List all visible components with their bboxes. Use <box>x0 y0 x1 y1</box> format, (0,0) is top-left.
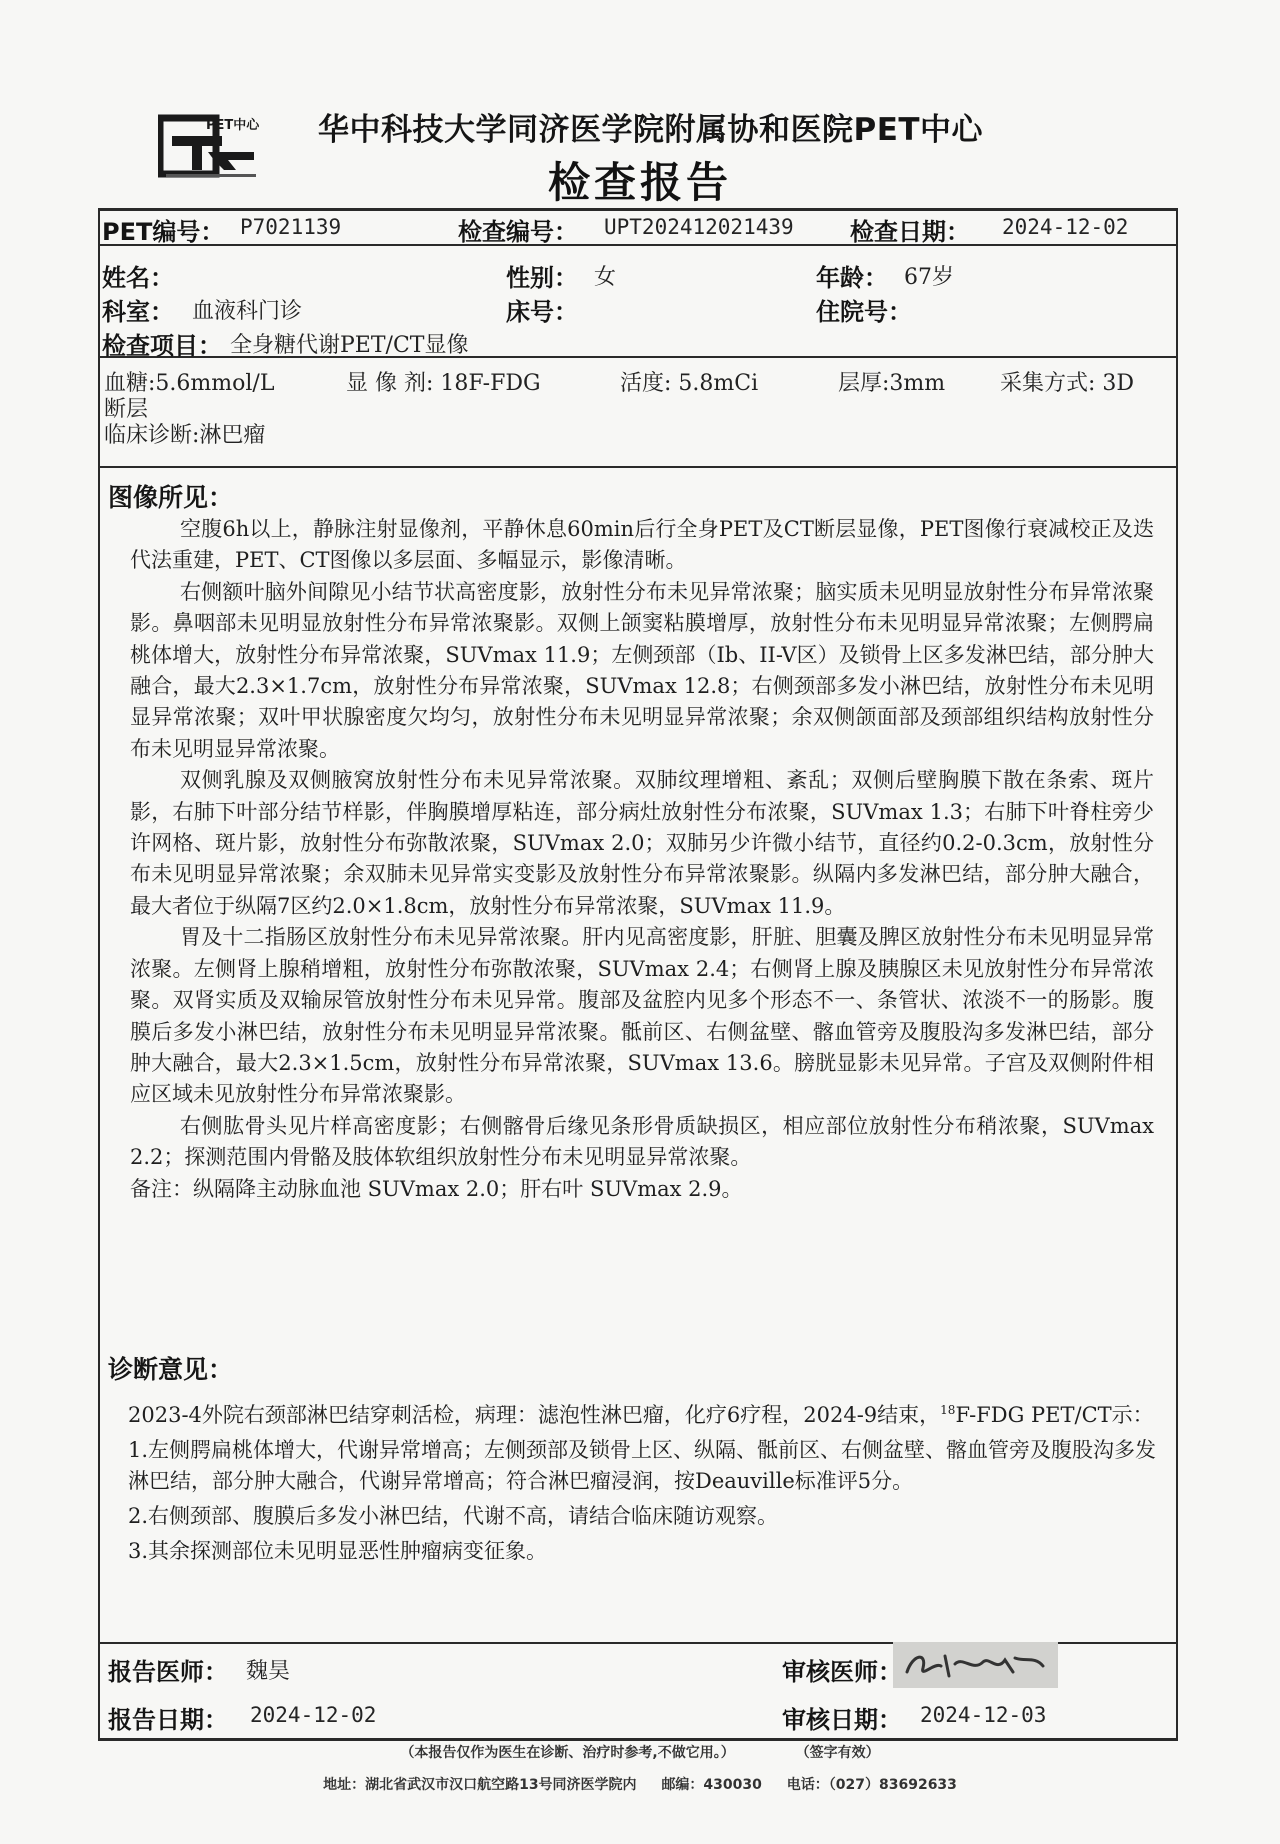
acquisition-value-cont: 断层 <box>104 397 149 422</box>
reporter-label: 报告医师： <box>108 1658 228 1686</box>
clinical-diagnosis: 临床诊断:淋巴瘤 <box>104 423 266 448</box>
diagnosis-intro-text-2: F-FDG PET/CT示： <box>955 1403 1154 1427</box>
dept-label: 科室： <box>102 298 174 326</box>
ids-divider <box>98 244 1178 246</box>
footer-disclaimer-row <box>0 1742 1280 1762</box>
findings-paragraph: 右侧额叶脑外间隙见小结节状高密度影，放射性分布未见异常浓聚；脑实质未见明显放射性分布异常浓聚影。鼻咽部未见明显放射性分布异常浓聚影。双侧上颌窦粘膜增厚，放射性分布未见明显异常浓聚；左侧腭扁桃体增大，放射性分布异常浓聚，SUVmax 11.9；左侧颈部（Ib、II-V区）及锁骨上区多发淋巴结，部分肿大融合，最大2.3×1.7cm，放射性分布异常浓聚，SUVmax 12.8；右侧颈部多发小淋巴结，放射性分布未见明显异常浓聚；双叶甲状腺密度欠均匀，放射性分布未见明显异常浓聚；余双侧颌面部及颈部组织结构放射性分布未见明显异常浓聚。 <box>130 579 1154 761</box>
findings-title: 图像所见： <box>108 483 234 512</box>
frame-bottom-rule <box>98 1738 1178 1741</box>
findings-paragraph: 空腹6h以上，静脉注射显像剂，平静休息60min后行全身PET及CT断层显像，PET图像行衰减校正及迭代法重建，PET、CT图像以多层面、多幅显示，影像清晰。 <box>130 517 1155 573</box>
inpatient-label: 住院号： <box>816 298 912 326</box>
review-date-label: 审核日期： <box>782 1706 902 1734</box>
findings-note: 备注：纵隔降主动脉血池 SUVmax 2.0；肝右叶 SUVmax 2.9。 <box>130 1176 743 1201</box>
diagnosis-body <box>128 1395 1168 1571</box>
diagnosis-item: 1.左侧腭扁桃体增大，代谢异常增高；左侧颈部及锁骨上区、纵隔、骶前区、右侧盆壁、髂血管旁及腹股沟多发淋巴结，部分肿大融合，代谢异常增高；符合淋巴瘤浸润，按Deauville标准评5分。 <box>128 1438 1157 1493</box>
bed-label: 床号： <box>506 298 578 326</box>
diagnosis-intro <box>128 1395 1168 1431</box>
exam-item-value: 全身糖代谢PET/CT显像 <box>230 333 469 358</box>
exam-date-value: 2024-12-02 <box>1002 215 1129 239</box>
footer-contact-row <box>0 1774 1280 1794</box>
hospital-name: 华中科技大学同济医学院附属协和医院PET中心 <box>318 112 984 148</box>
params-divider <box>98 466 1178 468</box>
isotope-superscript: 18 <box>940 1403 956 1417</box>
reporter-value: 魏昊 <box>246 1659 291 1684</box>
sex-value: 女 <box>594 265 617 290</box>
exam-no-value: UPT202412021439 <box>604 215 794 239</box>
diagnosis-item: 3.其余探测部位未见明显恶性肿瘤病变征象。 <box>128 1539 548 1563</box>
diagnosis-title: 诊断意见： <box>108 1355 234 1384</box>
frame-top-rule <box>98 208 1178 211</box>
pet-no-value: P7021139 <box>240 215 342 239</box>
reviewer-signature <box>893 1642 1058 1688</box>
exam-date-label: 检查日期： <box>850 218 970 246</box>
findings-body <box>130 514 1154 1205</box>
age-value: 67岁 <box>904 265 954 290</box>
svg-text:PET中心: PET中心 <box>206 118 260 133</box>
reviewer-label: 审核医师： <box>782 1658 902 1686</box>
exam-item-label: 检查项目： <box>102 332 222 360</box>
name-label: 姓名： <box>102 264 174 292</box>
footer-phone: 电话：（027）83692633 <box>786 1777 957 1793</box>
pet-no-label: PET编号： <box>102 218 225 246</box>
activity-value: 活度: 5.8mCi <box>620 371 759 396</box>
findings-paragraph: 胃及十二指肠区放射性分布未见异常浓聚。肝内见高密度影，肝脏、胆囊及脾区放射性分布未见明显异常浓聚。左侧肾上腺稍增粗，放射性分布弥散浓聚，SUVmax 2.4；右侧肾上腺及胰腺区未见放射性分布异常浓聚。双肾实质及双输尿管放射性分布未见异常。腹部及盆腔内见多个形态不一、条管状、浓淡不一的肠影。腹膜后多发小淋巴结，放射性分布未见明显异常浓聚。骶前区、右侧盆壁、髂血管旁及腹股沟多发淋巴结，部分肿大融合，最大2.3×1.5cm，放射性分布异常浓聚，SUVmax 13.6。膀胱显影未见异常。子宫及双侧附件相应区域未见放射性分布异常浓聚影。 <box>130 925 1154 1107</box>
review-date-value: 2024-12-03 <box>920 1703 1047 1727</box>
report-title: 检查报告 <box>547 158 732 207</box>
findings-paragraph: 双侧乳腺及双侧腋窝放射性分布未见异常浓聚。双肺纹理增粗、紊乱；双侧后壁胸膜下散在条索、斑片影，右肺下叶部分结节样影，伴胸膜增厚粘连，部分病灶放射性分布浓聚，SUVmax 1.3；右肺下叶脊柱旁少许网格、斑片影，放射性分布弥散浓聚，SUVmax 2.0；双肺另少许微小结节，直径约0.2-0.3cm，放射性分布未见明显异常浓聚；余双肺未见异常实变影及放射性分布异常浓聚影。纵隔内多发淋巴结，部分肿大融合，最大者位于纵隔7区约2.0×1.8cm，放射性分布异常浓聚，SUVmax 11.9。 <box>130 768 1154 918</box>
thickness-value: 层厚:3mm <box>838 371 946 396</box>
frame-left-rule <box>98 208 100 1740</box>
diagnosis-intro-text: 2023-4外院右颈部淋巴结穿刺活检，病理：滤泡性淋巴瘤，化疗6疗程，2024-9结束， <box>128 1403 941 1427</box>
footer-address: 地址：湖北省武汉市汉口航空路13号同济医学院内 <box>323 1777 637 1793</box>
report-date-value: 2024-12-02 <box>250 1703 377 1727</box>
report-date-label: 报告日期： <box>108 1706 228 1734</box>
agent-value: 显 像 剂: 18F-FDG <box>346 371 541 396</box>
frame-right-rule <box>1176 208 1178 1740</box>
age-label: 年龄： <box>816 264 888 292</box>
footer-signature-valid: （签字有效） <box>795 1745 880 1761</box>
findings-paragraph: 右侧肱骨头见片样高密度影；右侧髂骨后缘见条形骨质缺损区，相应部位放射性分布稍浓聚，SUVmax 2.2；探测范围内骨骼及肢体软组织放射性分布未见明显异常浓聚。 <box>130 1113 1154 1170</box>
acquisition-value: 采集方式: 3D <box>1000 371 1135 396</box>
diagnosis-item: 2.右侧颈部、腹膜后多发小淋巴结，代谢不高，请结合临床随访观察。 <box>128 1504 779 1528</box>
footer-postcode: 邮编：430030 <box>661 1777 762 1793</box>
footer-disclaimer: （本报告仅作为医生在诊断、治疗时参考,不做它用。） <box>400 1745 735 1761</box>
glucose-value: 血糖:5.6mmol/L <box>104 371 275 396</box>
dept-value: 血液科门诊 <box>192 299 303 324</box>
exam-no-label: 检查编号： <box>458 218 578 246</box>
sex-label: 性别： <box>506 264 578 292</box>
